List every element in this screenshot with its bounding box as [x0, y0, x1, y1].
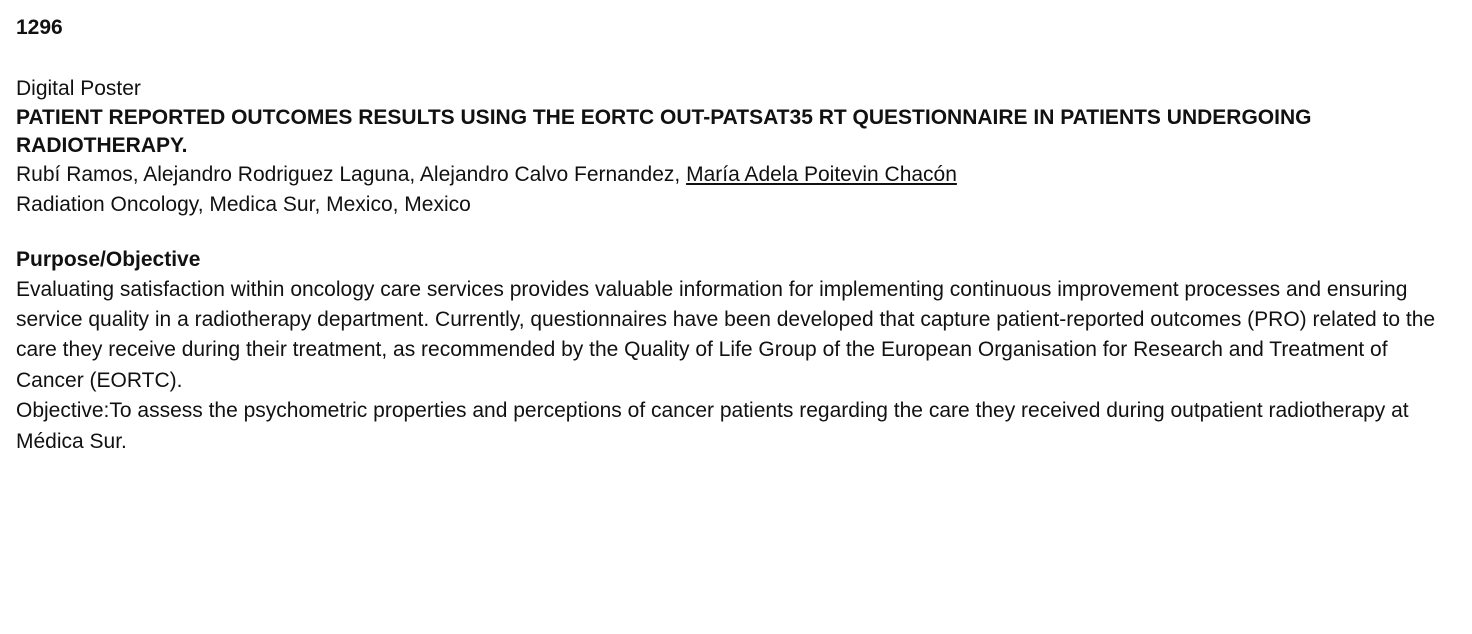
- abstract-title: PATIENT REPORTED OUTCOMES RESULTS USING THE EORTC OUT-PATSAT35 RT QUESTIONNAIRE IN PATIENTS UNDERGOING RADIOTHERAPY.: [16, 105, 1312, 157]
- author-list: [16, 160, 1456, 189]
- presenting-author: María Adela Poitevin Chacón: [686, 163, 957, 187]
- presentation-type: Digital Poster: [16, 77, 141, 101]
- section-paragraph: Objective:To assess the psychometric properties and perceptions of cancer patients regarding the care they received during outpatient radiotherapy at Médica Sur.: [16, 399, 1409, 453]
- spacer: [16, 219, 1456, 245]
- section-paragraph: Evaluating satisfaction within oncology care services provides valuable information for implementing continuous improvement processes and ensuring service quality in a radiotherapy department. Currently, questionnaires have been developed that capture patient-reported outcomes (PRO) related to the care they receive during their treatment, as recommended by the Quality of Life Group of the European Organisation for Research and Treatment of Cancer (EORTC).: [16, 277, 1436, 392]
- co-authors: Rubí Ramos, Alejandro Rodriguez Laguna, Alejandro Calvo Fernandez,: [16, 163, 687, 187]
- spacer: [16, 41, 1456, 75]
- abstract-number: 1296: [16, 16, 63, 39]
- affiliation: Radiation Oncology, Medica Sur, Mexico, Mexico: [16, 192, 471, 216]
- section-heading-purpose-objective: Purpose/Objective: [16, 248, 201, 272]
